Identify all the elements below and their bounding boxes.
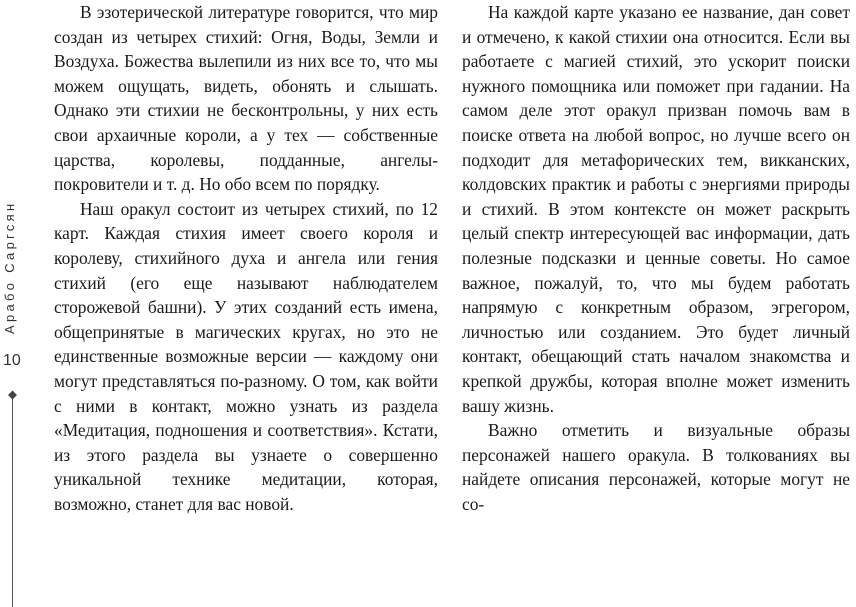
paragraph: Важно отметить и визуальные образы персонажей нашего оракула. В толкованиях вы найдете описания персонажей, которые могут не со- — [462, 420, 850, 514]
running-head-author: Арабо Саргсян — [2, 200, 17, 334]
text-column-right — [462, 0, 850, 516]
page-number: 10 — [3, 352, 21, 369]
margin-rule — [12, 395, 13, 607]
paragraph: Наш оракул состоит из четырех стихий, по 12 карт. Каждая стихия имеет своего короля и королеву, стихийного духа и ангела или гения стихий (его еще называют наблюдателем сторожевой башни). У этих созданий есть имена, общепринятые в магических кругах, но это не единственные возможные версии — каждому они могут представляться по-разному. О том, как войти с ними в контакт, можно узнать из раздела «Медитация, подношения и соответствия». Кстати, из этого раздела вы узнаете о совершенно уникальной технике медитации, которая, возможно, станет для вас новой. — [54, 198, 438, 514]
page-margin — [0, 0, 30, 607]
paragraph: В эзотерической литературе говорится, что мир создан из четырех стихий: Огня, Воды, Земли и Воздуха. Божества вылепили из них все то, что мы можем ощущать, видеть, обонять и слышать. Однако эти стихии не бесконтрольны, у них есть свои архаичные короли, а у тех — собственные царства, королевы, подданные, ангелы-покровители и т. д. Но обо всем по порядку. — [54, 2, 438, 195]
paragraph: На каждой карте указано ее название, дан совет и отмечено, к какой стихии она относится. Если вы работаете с магией стихий, это ускорит поиски нужного помощника или поможет при гадании. На самом деле этот оракул призван помочь вам в поиске ответа на любой вопрос, но лучше всего он подходит для метафорических тем, викканских, колдовских практик и работы с энергиями природы и стихий. В этом контексте он может раскрыть целый спектр интересующей вас информации, дать полезные подсказки и ценные советы. Но самое важное, пожалуй, то, что мы будем работать напрямую с конкретным образом, эгрегором, личностью или созданием. Это будет личный контакт, обещающий стать началом знакомства и крепкой дружбы, которая вполне может изменить вашу жизнь. — [462, 2, 850, 416]
diamond-ornament-icon — [8, 391, 17, 400]
text-column-left — [54, 0, 438, 516]
